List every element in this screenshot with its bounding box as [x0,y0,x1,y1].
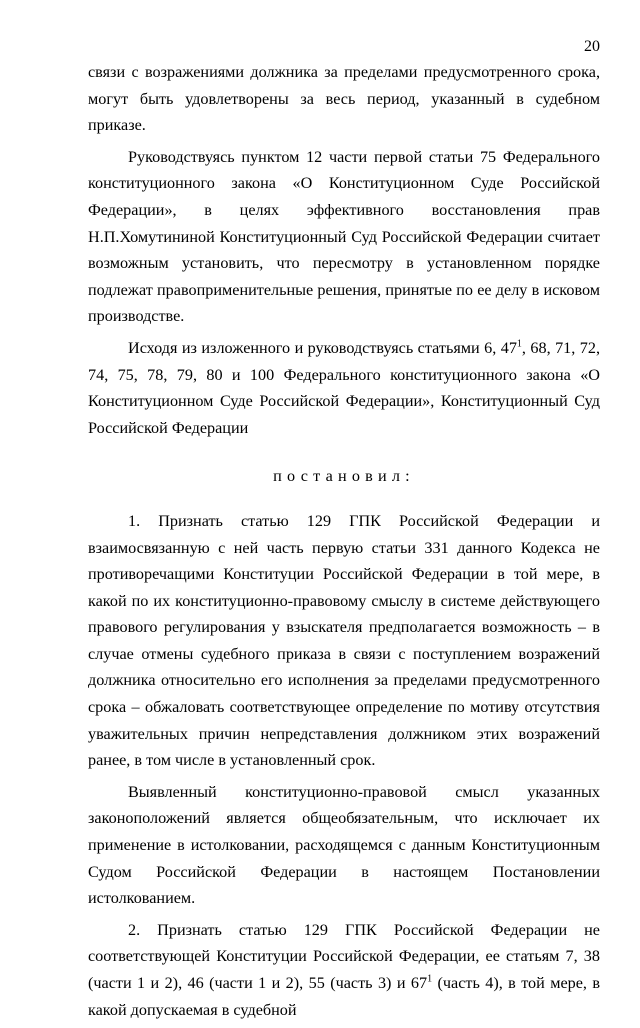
superscript: 1 [516,338,522,350]
resolution-heading: постановил: [273,467,415,486]
paragraph-text: , 68, 71, 72, 74, 75, 78, 79, 80 и 100 Федерального конституционного закона «О Конституционном Суде Российской Федерации», Конституционный Суд Российской Федерации [88,338,601,437]
page-number: 20 [584,38,600,55]
paragraph-based-on-articles [88,335,600,441]
superscript: 1 [427,973,433,985]
paragraph-guided-by-article-75: Руководствуясь пунктом 12 части первой статьи 75 Федерального конституционного закона «О Конституционном Суде Российской Федерации», в целях эффективного восстановления прав Н.П.Хомутининой Конституционный Суд Российской Федерации считает возможным установить, что пересмотру в установленном порядке подлежат правоприменительные решения, принятые по ее делу в исковом производстве. [88,147,600,326]
paragraph-text: (часть 4), в той мере, в какой допускаемая в судебной [88,974,601,1019]
paragraph-continuation: связи с возражениями должника за пределами предусмотренного срока, могут быть удовлетворены за весь период, указанный в судебном приказе. [88,63,600,135]
document-body [88,59,600,1028]
paragraph-text: Исходя из изложенного и руководствуясь статьями 6, 47 [128,338,517,357]
paragraph-text: 2. Признать статью 129 ГПК Российской Федерации не соответствующей Конституции Российской Федерации, ее статьям 7, 38 (части 1 и 2), 46 (части 1 и 2), 55 (часть 3) и 67 [88,920,600,992]
paragraph-item-1: 1. Признать статью 129 ГПК Российской Федерации и взаимосвязанную с ней часть первую статьи 331 данного Кодекса не противоречащими Конституции Российской Федерации в той мере, в какой по их конституционно-правовому смыслу в системе действующего правового регулирования у взыскателя предполагается возможность – в случае отмены судебного приказа в связи с поступлением возражений должника относительно его исполнения за пределами предусмотренного срока – обжаловать соответствующее определение по мотиву отсутствия уважительных причин непредставления должником этих возражений ранее, в том числе в установленный срок. [88,511,600,770]
paragraph-revealed-meaning: Выявленный конституционно-правовой смысл указанных законоположений является общеобязательным, что исключает их применение в истолковании, расходящемся с данным Конституционным Судом Российской Федерации в настоящем Постановлении истолкованием. [88,782,600,908]
paragraph-item-2 [88,917,600,1023]
